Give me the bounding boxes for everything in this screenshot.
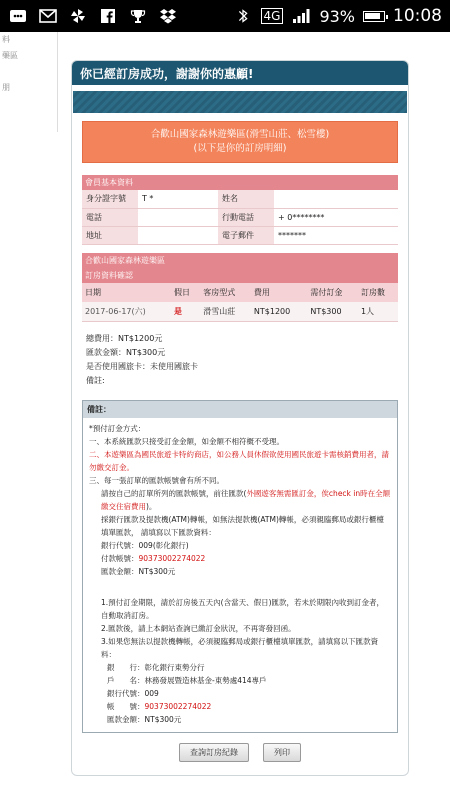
sidenav-item[interactable]: 朋 bbox=[2, 83, 10, 92]
battery-icon bbox=[363, 11, 385, 22]
note-line: 三、每一張訂單的匯款帳號會有所不同。 bbox=[89, 476, 224, 485]
booking-date: 2017-06-17(六) bbox=[82, 302, 171, 322]
order-title-box bbox=[82, 121, 398, 163]
note-line: 一、本系統匯款只接受訂金金額，如金額不相符概不受理。 bbox=[89, 437, 284, 446]
note-line: 二、本遊樂區為國民旅遊卡特約商店，如公務人員休假欲使用國民旅遊卡需核銷費用者，請勿繳交訂金。 bbox=[89, 450, 389, 472]
remit-amount-note: 匯款金額：NT$300元 bbox=[101, 567, 176, 576]
mobile-label: 行動電話 bbox=[218, 208, 274, 226]
address-value bbox=[138, 226, 218, 244]
email-value: ******* bbox=[274, 226, 398, 244]
remit-amount: 匯款金額：NT$300元 bbox=[86, 348, 166, 357]
booking-deposit: NT$300 bbox=[307, 302, 358, 322]
message-icon bbox=[8, 7, 28, 25]
summary-remark: 備註: bbox=[86, 376, 105, 385]
notes-title: 備註： bbox=[83, 401, 397, 418]
notes-panel bbox=[82, 400, 398, 733]
travel-card-status: 是否使用國旅卡：未使用國旅卡 bbox=[86, 362, 198, 371]
gmail-icon bbox=[38, 7, 58, 25]
note-line: 2.匯款後，請上本網站查詢已繳訂金狀況，不再寄發回函。 bbox=[101, 624, 296, 633]
booking-fee: NT$1200 bbox=[251, 302, 307, 322]
name-label: 姓名 bbox=[218, 190, 274, 208]
account-number: 90373002274022 bbox=[138, 554, 206, 563]
member-info-table bbox=[82, 190, 398, 245]
column-header: 日期 bbox=[82, 283, 171, 302]
column-header: 客房型式 bbox=[200, 283, 251, 302]
network-type: 4G bbox=[261, 8, 284, 24]
account-label: 付款帳號： bbox=[101, 554, 139, 563]
clock-time: 10:08 bbox=[393, 6, 442, 26]
bluetooth-vibrate-icon bbox=[233, 7, 253, 25]
note-line: 1.預付訂金期限，請於訂房後五天內(含當天、假日)匯款，若未於期限內收到訂金者，自動取消訂房。 bbox=[101, 598, 385, 620]
note-text: )。 bbox=[146, 502, 157, 511]
account-holder: 戶 名：林務發展暨造林基金-東勢處414專戶 bbox=[107, 676, 267, 685]
dropbox-icon bbox=[158, 7, 178, 25]
note-line bbox=[89, 487, 391, 513]
signal-icon bbox=[291, 7, 311, 25]
action-buttons bbox=[82, 743, 398, 762]
column-header: 費用 bbox=[251, 283, 307, 302]
sidenav-item[interactable]: 藥區 bbox=[2, 51, 18, 60]
side-navigation bbox=[0, 32, 58, 132]
note-line: 採銀行匯款及提款機(ATM)轉帳，如無法提款機(ATM)轉帳，必須親臨郵局或銀行櫃檯填單匯款， 請填寫以下匯款資料： bbox=[101, 515, 384, 537]
column-header: 需付訂金 bbox=[307, 283, 358, 302]
booking-section bbox=[82, 253, 398, 323]
booking-holiday: 是 bbox=[171, 302, 200, 322]
note-line: 3.如果您無法以提款機轉帳，必須親臨郵局或銀行櫃檯填單匯款，請填寫以下匯款資料： bbox=[101, 637, 379, 659]
remit-amount-note: 匯款金額：NT$300元 bbox=[107, 715, 182, 724]
id-value: T * bbox=[138, 190, 218, 208]
battery-percent: 93% bbox=[319, 6, 355, 26]
order-content bbox=[82, 121, 398, 762]
column-header: 假日 bbox=[171, 283, 200, 302]
decorative-band bbox=[73, 91, 407, 113]
address-label: 地址 bbox=[82, 226, 138, 244]
member-section bbox=[82, 175, 398, 245]
note-highlight: 外國遊客無需匯訂金，俟check in時在全額繳交住宿費用 bbox=[101, 489, 391, 511]
notes-body bbox=[83, 418, 397, 732]
status-bar bbox=[0, 0, 450, 32]
order-confirmation-card bbox=[71, 60, 409, 776]
booking-room-type: 滑雪山莊 bbox=[200, 302, 251, 322]
id-label: 身分證字號 bbox=[82, 190, 138, 208]
facebook-icon bbox=[98, 7, 118, 25]
booking-area-title: 合歡山國家森林遊樂區 bbox=[82, 253, 398, 268]
note-text: 請按自己的訂單所列的匯款帳號，前往匯款( bbox=[101, 489, 247, 498]
email-label: 電子郵件 bbox=[218, 226, 274, 244]
order-subtitle: (以下是你的訂房明細) bbox=[193, 143, 287, 154]
account-label: 帳 號： bbox=[107, 702, 145, 711]
page-title: 你已經訂房成功，謝謝你的惠顧! bbox=[72, 61, 408, 85]
mobile-value: + 0******** bbox=[274, 208, 398, 226]
booking-table bbox=[82, 283, 398, 323]
booking-section-title: 訂房資料確認 bbox=[82, 268, 398, 283]
print-button[interactable]: 列印 bbox=[263, 743, 301, 762]
pinwheel-icon bbox=[68, 7, 88, 25]
member-section-title: 會員基本資料 bbox=[82, 175, 398, 190]
phone-value bbox=[138, 208, 218, 226]
booking-table-header bbox=[82, 283, 398, 302]
account-number-line bbox=[89, 700, 391, 713]
account-number: 90373002274022 bbox=[144, 702, 212, 711]
note-line: *預付訂金方式： bbox=[89, 424, 146, 433]
payment-summary bbox=[82, 328, 398, 392]
total-fee: 總費用：NT$1200元 bbox=[86, 334, 163, 343]
bank-code-2: 銀行代號：009 bbox=[107, 689, 159, 698]
name-value bbox=[274, 190, 398, 208]
column-header: 訂房數 bbox=[358, 283, 398, 302]
order-title: 合歡山國家森林遊樂區(滑雪山莊、松雪樓) bbox=[150, 129, 330, 140]
phone-label: 電話 bbox=[82, 208, 138, 226]
query-booking-button[interactable]: 查詢訂房紀錄 bbox=[179, 743, 249, 762]
table-row bbox=[82, 302, 398, 322]
payment-account bbox=[89, 552, 391, 565]
sidenav-item[interactable] bbox=[2, 66, 55, 82]
bank-code: 銀行代號：009(彰化銀行) bbox=[101, 541, 189, 550]
booking-count: 1人 bbox=[358, 302, 398, 322]
trophy-icon bbox=[128, 7, 148, 25]
bank-name: 銀 行：彰化銀行東勢分行 bbox=[107, 663, 205, 672]
sidenav-item[interactable]: 料 bbox=[2, 35, 10, 44]
